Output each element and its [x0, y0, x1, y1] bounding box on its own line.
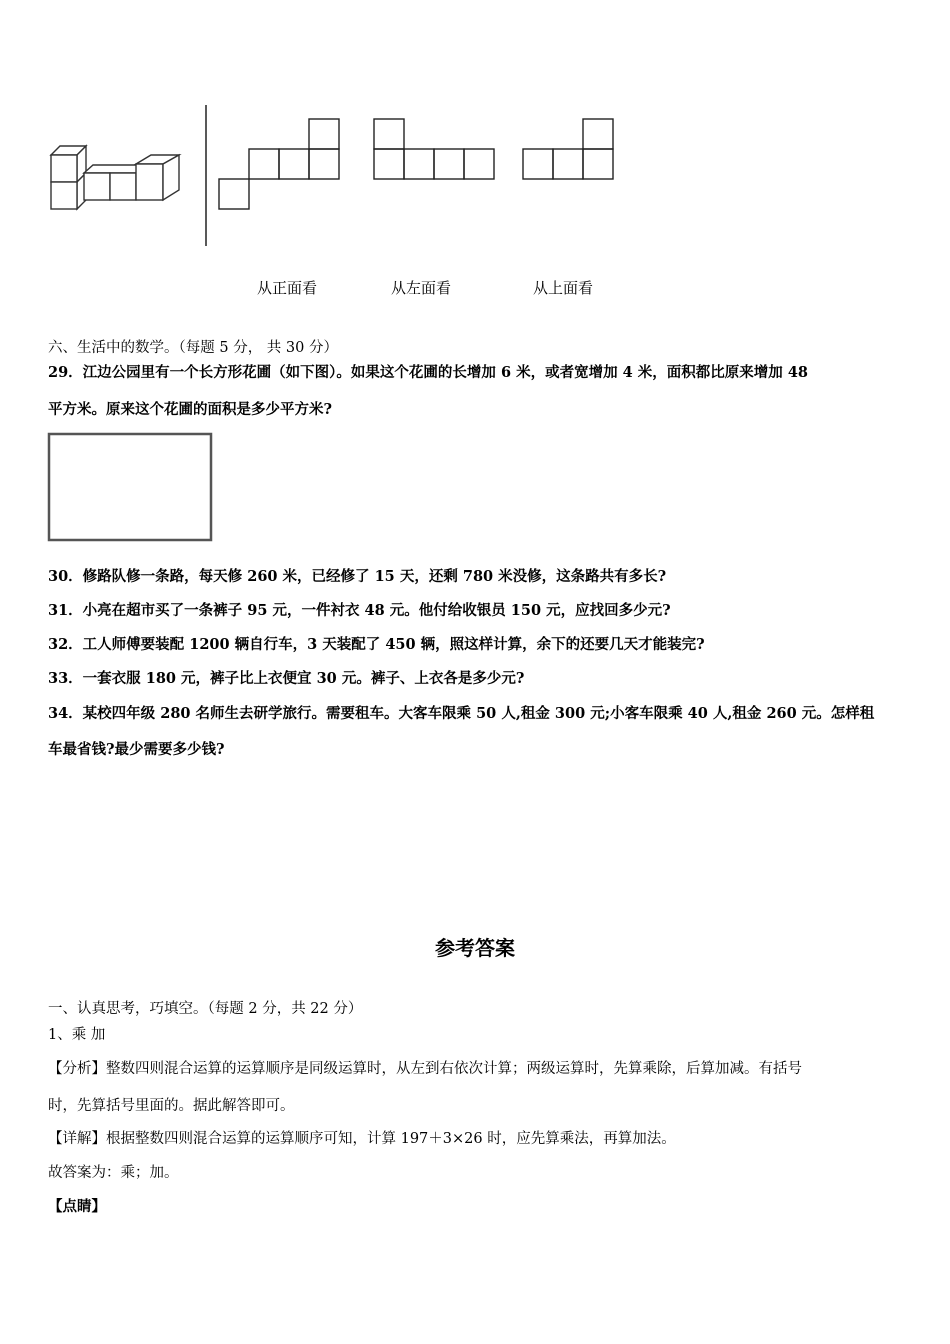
question-29-line2: 平方米。原来这个花圃的面积是多少平方米? [48, 401, 332, 418]
question-34-line2: 车最省钱?最少需要多少钱? [48, 741, 225, 758]
question-30: 30．修路队修一条路，每天修 260 米，已经修了 15 天，还剩 780 米没修，这条路共有多长? [48, 568, 667, 585]
view-label-left: 从左面看 [391, 279, 452, 297]
question-32: 32．工人师傅要装配 1200 辆自行车，3 天装配了 450 辆，照这样计算，余下的还要几天才能装完? [48, 636, 705, 653]
question-34-line1: 34．某校四年级 280 名师生去研学旅行。需要租车。大客车限乘 50 人,租金 300 元;小客车限乘 40 人,租金 260 元。怎样租 [48, 705, 875, 722]
question-33: 33．一套衣服 180 元，裤子比上衣便宜 30 元。裤子、上衣各是多少元? [48, 670, 525, 687]
analysis-line2: 时，先算括号里面的。据此解答即可。 [48, 1098, 295, 1114]
question-29-line1: 29．江边公园里有一个长方形花圃（如下图）。如果这个花圃的长增加 6 米，或者宽增加 4 米，面积都比原来增加 48 [48, 364, 809, 381]
section6-heading: 六、生活中的数学。（每题 5 分， 共 30 分） [48, 340, 338, 356]
question-31: 31．小亮在超市买了一条裤子 95 元，一件衬衣 48 元。他付给收银员 150 元，应找回多少元? [48, 602, 671, 619]
detail-line: 【详解】根据整数四则混合运算的运算顺序可知，计算 197＋3×26 时，应先算乘法，再算加法。 [48, 1131, 676, 1147]
analysis-line1: 【分析】整数四则混合运算的运算顺序是同级运算时，从左到右依次计算；两级运算时，先算乘除，后算加减。有括号 [48, 1061, 802, 1077]
flowerbed-rectangle [0, 0, 950, 560]
answers-section1-heading: 一、认真思考，巧填空。（每题 2 分，共 22 分） [48, 1001, 363, 1017]
answers-title: 参考答案 [435, 936, 515, 960]
answer-1: 1、乘 加 [48, 1027, 106, 1043]
view-label-top: 从上面看 [533, 279, 594, 297]
conclusion-line: 故答案为：乘；加。 [48, 1165, 179, 1181]
note-heading: 【点睛】 [48, 1198, 106, 1215]
view-label-front: 从正面看 [257, 279, 318, 297]
